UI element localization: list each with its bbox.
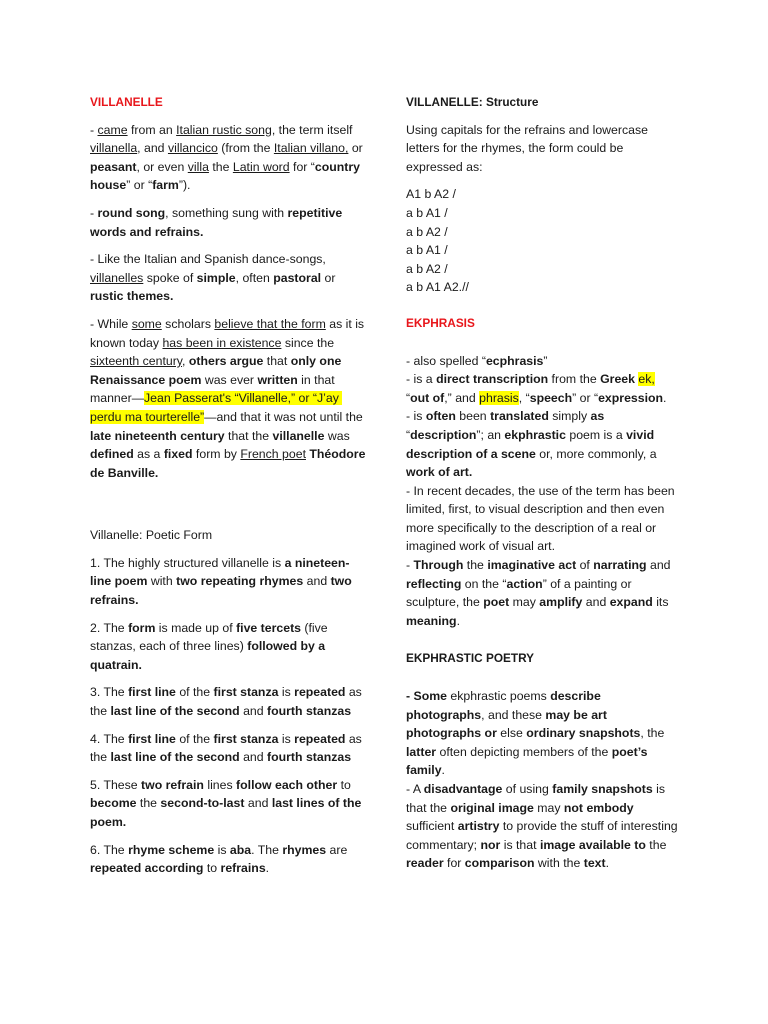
text-run: is that the <box>406 782 669 815</box>
text-run: - While <box>90 316 132 331</box>
bold-text: defined <box>90 447 134 462</box>
text-run: that the <box>224 428 273 443</box>
underlined-text: villanelles <box>90 270 144 285</box>
bold-text: first stanza <box>213 731 279 746</box>
text-run: “ <box>406 372 659 405</box>
scheme-line: a b A2 / <box>406 261 448 276</box>
text-run: spoke of <box>143 270 197 285</box>
bold-text: reader <box>406 856 444 871</box>
underlined-text: sixteenth century <box>90 354 183 369</box>
structure-intro: Using capitals for the refrains and lowercase letters for the rhymes, the form could be expressed as: <box>406 122 648 174</box>
bold-text: original image <box>450 800 534 815</box>
bold-text: peasant <box>90 159 137 174</box>
highlighted-text: phrasis <box>479 390 519 405</box>
text-run: that <box>263 354 291 369</box>
underlined-text: French poet <box>240 447 306 462</box>
text-run: and <box>244 796 272 811</box>
bold-text: ordinary snapshots <box>526 726 641 741</box>
text-run: , “ <box>518 390 530 405</box>
text-run: . - A <box>406 763 445 796</box>
text-run: for “ <box>289 159 315 174</box>
point-2 <box>90 619 366 675</box>
ekphrasis-heading: EKPHRASIS <box>406 315 475 330</box>
bold-text: follow each other <box>236 777 338 792</box>
text-run: 4. The <box>90 731 129 746</box>
underlined-text: villanella <box>90 141 138 156</box>
text-run: of using <box>502 782 553 796</box>
bold-text: image available to <box>539 837 646 852</box>
bold-text: action <box>506 576 543 591</box>
text-run: . <box>456 613 460 628</box>
bold-text: describe photographs <box>406 689 605 722</box>
text-run: , and <box>137 141 168 156</box>
text-run: form by <box>192 447 241 462</box>
paragraph-round-song <box>90 204 366 241</box>
bold-text: comparison <box>464 856 535 871</box>
bold-text: five tercets <box>236 620 301 635</box>
text-run: with <box>147 574 177 589</box>
bold-text: rhymes <box>282 842 327 857</box>
bold-text: work of art. <box>406 465 473 480</box>
bold-text: second-to-last <box>160 796 245 811</box>
paragraph-history <box>90 315 369 482</box>
scheme-line: A1 b A2 / <box>406 187 456 202</box>
ekphrastic-poetry-heading: EKPHRASTIC POETRY <box>406 651 535 666</box>
bold-text: repeated according <box>90 861 204 876</box>
text-run: , the term itself <box>271 122 356 137</box>
text-run: with the <box>534 856 584 871</box>
text-run: and <box>582 595 610 610</box>
scheme-line: a b A1 / <box>406 205 448 220</box>
bold-text: Greek <box>600 372 635 387</box>
text-run: . <box>265 861 270 876</box>
text-run: —and that it was not until the <box>204 409 367 424</box>
bold-text: first line <box>128 685 176 700</box>
point-1 <box>90 554 366 610</box>
bold-text: direct transcription <box>436 372 549 387</box>
text-run: is <box>278 731 295 746</box>
bold-text: repetitive words and refrains. <box>90 205 346 239</box>
text-run: ” or “ <box>126 178 153 193</box>
text-run: of <box>576 558 594 573</box>
text-run: in that manner— <box>90 372 339 406</box>
bold-text: ekphrastic <box>504 427 566 442</box>
bold-text: late nineteenth century <box>90 428 225 443</box>
bold-text: others argue <box>188 354 264 369</box>
text-run: . <box>605 856 610 871</box>
bold-text: ecphrasis <box>485 353 544 368</box>
bold-text: become <box>90 796 137 811</box>
underlined-text: came <box>97 122 128 137</box>
scheme-line: a b A1 A2.// <box>406 280 469 295</box>
bold-text: rhyme scheme <box>128 842 215 857</box>
text-run: the <box>208 159 233 174</box>
bold-text: only one Renaissance poem <box>90 354 345 387</box>
text-run: (five stanzas, each of three lines) <box>90 620 332 654</box>
bold-text: two repeating rhymes <box>176 574 304 589</box>
paragraph-origin <box>90 121 366 195</box>
text-run: to <box>337 777 355 792</box>
bold-text: vivid description of a scene <box>406 427 658 461</box>
text-run: is that <box>500 837 540 852</box>
bold-text: often <box>425 409 456 424</box>
bold-text: pastoral <box>273 270 322 285</box>
text-run: was ever <box>201 372 258 387</box>
text-run: ” or “ <box>572 390 599 405</box>
bold-text: amplify <box>539 595 583 610</box>
text-run: from an <box>127 122 177 137</box>
text-run: ” - is a <box>406 353 548 387</box>
bold-text: villanelle <box>272 428 325 443</box>
bold-text: reflecting <box>406 576 462 591</box>
rhyme-scheme <box>406 185 680 297</box>
bold-text: as <box>590 409 605 424</box>
bold-text: artistry <box>457 819 500 834</box>
highlighted-text: ek, <box>638 372 655 387</box>
text-run: from the <box>548 372 601 387</box>
text-run: (from the <box>217 141 274 156</box>
bold-text: may be art photographs or <box>406 707 611 741</box>
bold-text: nor <box>480 837 501 852</box>
ekphrastic-poetry-body <box>406 687 680 873</box>
scheme-line: a b A2 / <box>406 224 448 239</box>
bold-text: two refrain <box>141 777 204 792</box>
bold-text: meaning <box>406 613 457 628</box>
bold-text: simple <box>196 270 236 285</box>
text-run: are <box>326 842 351 857</box>
text-run: or, more commonly, a <box>535 446 660 461</box>
text-run: ekphrastic poems <box>447 689 551 704</box>
bold-text: out of <box>410 390 445 405</box>
point-3 <box>90 683 366 720</box>
text-run: 1. The highly structured villanelle is <box>90 555 285 570</box>
text-run: as the <box>90 685 366 719</box>
text-run: , or even <box>136 159 188 174</box>
text-run: as the <box>90 731 366 765</box>
bold-text: fourth stanzas <box>267 704 352 719</box>
text-run: 3. The <box>90 685 129 700</box>
bold-text: a nineteen-line poem <box>90 555 350 589</box>
text-run: of the <box>175 685 214 700</box>
text-run: on the “ <box>461 576 507 591</box>
text-run: to <box>203 861 221 876</box>
bold-text: rustic themes. <box>90 289 174 304</box>
bold-text: written <box>257 372 298 387</box>
text-run: , the <box>640 726 668 741</box>
text-run: the <box>136 796 161 811</box>
bold-text: form <box>128 620 156 635</box>
bold-text: Through <box>413 558 464 573</box>
underlined-text: Italian villano, <box>273 141 349 156</box>
bold-text: aba <box>229 842 252 857</box>
text-run: or <box>321 270 339 285</box>
underlined-text: some <box>131 316 162 331</box>
bold-text: fixed <box>163 447 193 462</box>
bold-text: text <box>583 856 606 871</box>
structure-heading: VILLANELLE: Structure <box>406 95 539 109</box>
bold-text: expand <box>609 595 653 610</box>
left-column <box>90 93 369 878</box>
paragraph-dance-songs <box>90 250 366 306</box>
text-run: and <box>239 704 268 719</box>
underlined-text: villancico <box>167 141 218 156</box>
bold-text: family snapshots <box>552 782 653 796</box>
bold-text: last line of the second <box>110 704 240 719</box>
scheme-line: a b A1 / <box>406 243 448 258</box>
point-5 <box>90 776 366 832</box>
highlighted-text: Jean Passerat's “Villanelle,” or “J’ay perdu ma tourterelle” <box>90 391 343 424</box>
text-run: lines <box>203 777 237 792</box>
point-6 <box>90 841 366 878</box>
bold-text: followed by a quatrain. <box>90 639 329 672</box>
text-run: been <box>455 409 491 424</box>
text-run: often depicting members of the <box>436 744 612 759</box>
text-run: and <box>303 574 331 589</box>
text-run: - also spelled “ <box>406 353 486 368</box>
text-run: simply <box>548 409 591 424</box>
bold-text: not embody <box>563 800 634 815</box>
right-column <box>406 93 680 873</box>
bold-text: speech <box>529 390 573 405</box>
text-run: ” of a painting or sculpture, the <box>406 576 635 610</box>
text-run: . The <box>251 842 283 857</box>
bold-text: farm <box>152 178 179 193</box>
bold-text: refrains <box>220 861 266 876</box>
text-run: sufficient <box>406 800 638 834</box>
text-run: , <box>182 354 189 369</box>
villanelle-heading: VILLANELLE <box>90 95 163 109</box>
text-run: “ <box>406 409 608 442</box>
text-run: ,” and <box>444 390 480 405</box>
text-run: is made up of <box>155 620 237 635</box>
text-run: is <box>278 685 295 700</box>
bold-text: last line of the second <box>110 750 240 765</box>
ekphrasis-body <box>406 352 680 631</box>
poetic-form-heading: Villanelle: Poetic Form <box>90 528 213 543</box>
text-run: as a <box>133 447 164 462</box>
text-run: of the <box>175 731 214 746</box>
text-run: may <box>509 595 540 610</box>
bold-text: imaginative act <box>487 558 577 573</box>
bold-text: disadvantage <box>423 782 503 796</box>
text-run: to provide the stuff of interesting commentary; <box>406 819 682 852</box>
text-run: 6. The <box>90 842 129 857</box>
bold-text: narrating <box>593 558 647 573</box>
bold-text: latter <box>406 744 437 759</box>
bold-text: repeated <box>294 685 346 700</box>
bold-text: translated <box>490 409 549 424</box>
text-run: scholars <box>161 316 215 331</box>
bold-text: first stanza <box>213 685 279 700</box>
bold-text: - Some <box>406 689 447 704</box>
bold-text: country house <box>90 159 364 193</box>
text-run: , often <box>235 270 274 285</box>
text-run: - Like the Italian and Spanish dance-songs, <box>90 252 330 267</box>
text-run: . - is <box>406 390 667 424</box>
text-run: the <box>463 558 488 573</box>
text-run: was <box>324 428 354 443</box>
text-run: , and these <box>481 707 546 722</box>
text-run: for <box>443 856 465 871</box>
underlined-text: villa <box>187 159 209 174</box>
text-run: - In recent decades, the use of the term has been limited, first, to visual description and then even more specifically to the description of a real or imagined work of visual art. - <box>406 483 675 573</box>
text-run: is <box>214 842 230 857</box>
bold-text: poet’s family <box>406 744 651 778</box>
text-run: and <box>646 558 674 573</box>
text-run: since the <box>281 335 338 350</box>
text-run: , something sung with <box>165 205 288 220</box>
point-4 <box>90 730 366 767</box>
text-run: the <box>645 837 670 852</box>
bold-text: two refrains. <box>90 574 356 608</box>
bold-text: round song <box>97 205 166 220</box>
bold-text: expression <box>598 390 664 405</box>
text-run: - <box>90 205 98 220</box>
text-run: 2. The <box>90 620 129 635</box>
underlined-text: has been in existence <box>162 335 282 350</box>
bold-text: first line <box>128 731 176 746</box>
text-run: ”; an <box>476 427 505 442</box>
text-run: may <box>533 800 564 815</box>
text-run: its <box>652 595 672 610</box>
text-run: else <box>496 726 527 741</box>
bold-text: repeated <box>294 731 346 746</box>
text-run: poem is a <box>565 427 627 442</box>
bold-text: poet <box>483 595 510 610</box>
text-run: ”). <box>178 178 191 193</box>
bold-text: last lines of the poem. <box>90 796 365 829</box>
text-run: 5. These <box>90 777 142 792</box>
text-run: and <box>239 750 268 765</box>
underlined-text: Latin word <box>232 159 290 174</box>
bold-text: fourth stanzas <box>267 750 352 765</box>
text-run: as it is known today <box>90 316 368 350</box>
bold-text: Théodore de Banville. <box>90 447 369 480</box>
text-run: or <box>348 141 367 156</box>
text-run: - <box>90 122 98 137</box>
underlined-text: believe that the form <box>214 316 326 331</box>
underlined-text: Italian rustic song <box>176 122 272 137</box>
bold-text: description <box>410 427 477 442</box>
